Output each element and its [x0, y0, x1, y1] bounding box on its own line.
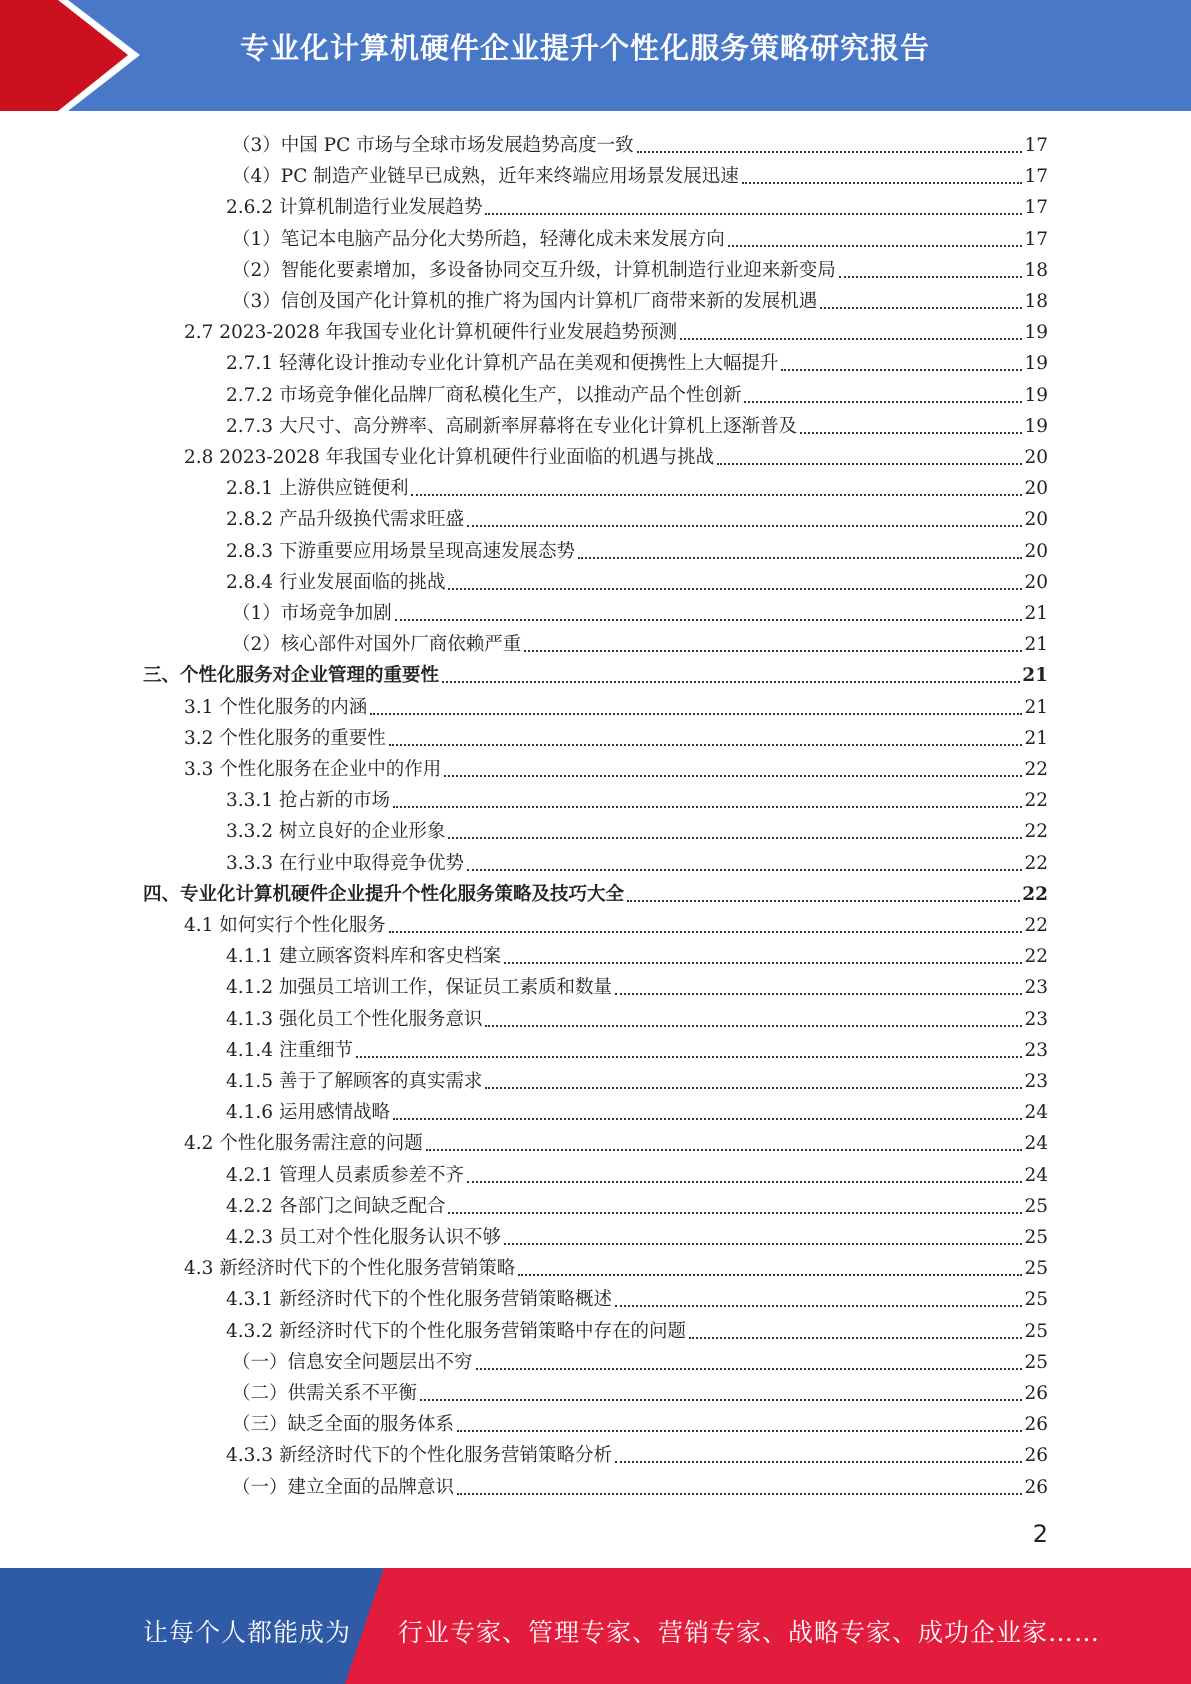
toc-entry-page: 25	[1024, 1320, 1048, 1342]
toc-entry-page: 23	[1024, 977, 1048, 999]
toc-entry-page: 25	[1024, 1258, 1048, 1280]
toc-entry-title: 4.3.1 新经济时代下的个性化服务营销策略概述	[226, 1289, 612, 1311]
toc-entry-title: 2.8.2 产品升级换代需求旺盛	[226, 509, 464, 531]
toc-entry-title: 2.8.1 上游供应链便利	[226, 478, 409, 500]
toc-entry-page: 20	[1024, 571, 1048, 593]
toc-entry[interactable]	[184, 750, 1048, 781]
report-header	[0, 0, 1191, 111]
toc-entry-title: （3）中国 PC 市场与全球市场发展趋势高度一致	[232, 135, 634, 156]
toc-dot-leader	[504, 962, 1022, 964]
toc-dot-leader	[637, 151, 1023, 153]
toc-entry-page: 19	[1024, 384, 1048, 406]
toc-entry-title: 3.3 个性化服务在企业中的作用	[184, 759, 442, 780]
toc-entry-page: 18	[1024, 291, 1048, 312]
toc-dot-leader	[820, 307, 1022, 309]
toc-entry[interactable]	[226, 1187, 1048, 1218]
toc-dot-leader	[420, 1399, 1022, 1401]
toc-entry[interactable]	[232, 1405, 1048, 1436]
toc-dot-leader	[448, 1212, 1022, 1214]
toc-dot-leader	[395, 619, 1023, 621]
report-footer	[0, 1568, 1191, 1684]
toc-entry[interactable]	[226, 344, 1048, 375]
toc-entry-page: 21	[1024, 727, 1048, 749]
toc-entry[interactable]	[226, 1156, 1048, 1187]
toc-entry-title: 2.8 2023-2028 年我国专业化计算机硬件行业面临的机遇与挑战	[184, 447, 715, 468]
toc-entry[interactable]	[226, 968, 1048, 999]
toc-entry-page: 17	[1024, 166, 1048, 188]
toc-entry-page: 25	[1024, 1351, 1048, 1373]
toc-entry[interactable]	[232, 157, 1048, 188]
toc-entry-page: 25	[1024, 1227, 1048, 1248]
toc-entry-title: 4.3 新经济时代下的个性化服务营销策略	[184, 1258, 516, 1280]
toc-entry-title: 4.1.5 善于了解顾客的真实需求	[226, 1071, 483, 1092]
toc-entry-title: 4.1.4 注重细节	[226, 1039, 353, 1061]
toc-entry-page: 21	[1024, 603, 1048, 624]
toc-entry-title: 3.1 个性化服务的内涵	[184, 696, 368, 718]
toc-dot-leader	[448, 588, 1022, 590]
footer-slogan-right: 行业专家、管理专家、营销专家、战略专家、成功企业家……	[398, 1618, 1101, 1647]
toc-entry[interactable]	[226, 532, 1048, 563]
toc-dot-leader	[467, 525, 1022, 527]
toc-entry-title: 2.7.1 轻薄化设计推动专业化计算机产品在美观和便携性上大幅提升	[226, 353, 779, 375]
toc-entry-page: 19	[1024, 322, 1048, 344]
toc-entry-title: 4.2 个性化服务需注意的问题	[184, 1133, 423, 1155]
toc-entry[interactable]	[232, 1343, 1048, 1374]
toc-entry-page: 20	[1024, 540, 1048, 562]
toc-entry-page: 26	[1024, 1383, 1048, 1404]
toc-entry-page: 21	[1022, 665, 1048, 687]
toc-entry-title: 2.8.3 下游重要应用场景呈现高速发展态势	[226, 540, 575, 562]
toc-dot-leader	[442, 681, 1020, 683]
toc-entry-page: 20	[1024, 478, 1048, 500]
toc-entry-page: 22	[1024, 852, 1048, 874]
toc-entry[interactable]	[226, 1000, 1048, 1031]
toc-dot-leader	[485, 1087, 1022, 1089]
toc-entry[interactable]	[226, 563, 1048, 594]
toc-entry-title: （2）核心部件对国外厂商依赖严重	[232, 634, 522, 656]
toc-dot-leader	[717, 463, 1022, 465]
toc-entry-title: 3.2 个性化服务的重要性	[184, 727, 386, 749]
toc-entry-page: 17	[1024, 228, 1048, 250]
toc-entry-title: 3.3.3 在行业中取得竞争优势	[226, 852, 464, 874]
toc-entry[interactable]	[226, 1093, 1048, 1124]
toc-entry-title: 3.3.2 树立良好的企业形象	[226, 821, 446, 843]
toc-entry[interactable]	[226, 1031, 1048, 1062]
toc-entry-page: 18	[1024, 259, 1048, 281]
toc-dot-leader	[457, 1430, 1022, 1432]
toc-entry[interactable]	[226, 376, 1048, 407]
toc-entry[interactable]	[232, 282, 1048, 313]
toc-entry-title: 4.1.1 建立顾客资料库和客史档案	[226, 946, 501, 968]
toc-entry-page: 17	[1024, 197, 1048, 219]
toc-dot-leader	[426, 1149, 1023, 1151]
toc-entry-title: （2）智能化要素增加，多设备协同交互升级，计算机制造行业迎来新变局	[232, 259, 836, 281]
toc-entry[interactable]	[232, 126, 1048, 157]
toc-entry-page: 22	[1022, 883, 1048, 905]
toc-entry-page: 19	[1024, 415, 1048, 437]
toc-entry-page: 26	[1024, 1445, 1048, 1467]
toc-entry-page: 24	[1024, 1133, 1048, 1155]
toc-entry[interactable]	[232, 625, 1048, 656]
toc-entry-page: 24	[1024, 1102, 1048, 1124]
toc-entry-title: 4.3.3 新经济时代下的个性化服务营销策略分析	[226, 1445, 612, 1467]
toc-entry[interactable]	[184, 1124, 1048, 1155]
toc-entry-page: 20	[1024, 509, 1048, 531]
toc-entry-page: 24	[1024, 1164, 1048, 1186]
toc-entry-title: 2.7 2023-2028 年我国专业化计算机硬件行业发展趋势预测	[184, 322, 678, 344]
toc-dot-leader	[680, 338, 1022, 340]
toc-dot-leader	[389, 931, 1023, 933]
toc-entry-page: 26	[1024, 1476, 1048, 1498]
toc-entry-title: 2.8.4 行业发展面临的挑战	[226, 571, 446, 593]
toc-dot-leader	[800, 432, 1022, 434]
toc-entry-title: 三、个性化服务对企业管理的重要性	[143, 665, 440, 687]
toc-entry-title: 2.6.2 计算机制造行业发展趋势	[226, 197, 483, 219]
toc-entry-title: 4.3.2 新经济时代下的个性化服务营销策略中存在的问题	[226, 1320, 686, 1342]
toc-dot-leader	[615, 1461, 1022, 1463]
toc-dot-leader	[389, 744, 1023, 746]
toc-entry[interactable]	[226, 781, 1048, 812]
toc-entry-page: 22	[1024, 915, 1048, 936]
toc-entry-title: 4.2.3 员工对个性化服务认识不够	[226, 1227, 501, 1248]
toc-entry[interactable]	[232, 594, 1048, 625]
toc-dot-leader	[448, 837, 1022, 839]
toc-dot-leader	[781, 369, 1022, 371]
toc-dot-leader	[518, 1274, 1022, 1276]
toc-dot-leader	[370, 713, 1022, 715]
toc-dot-leader	[393, 806, 1022, 808]
toc-entry-page: 21	[1024, 634, 1048, 656]
toc-dot-leader	[524, 650, 1022, 652]
toc-entry[interactable]	[226, 1312, 1048, 1343]
toc-entry[interactable]	[226, 1218, 1048, 1249]
footer-slogan-left: 让每个人都能成为	[143, 1618, 352, 1647]
toc-entry-page: 23	[1024, 1039, 1048, 1061]
toc-entry-title: 四、专业化计算机硬件企业提升个性化服务策略及技巧大全	[143, 883, 625, 905]
toc-entry-page: 22	[1024, 946, 1048, 968]
toc-entry-page: 25	[1024, 1195, 1048, 1217]
toc-entry[interactable]	[232, 1374, 1048, 1405]
toc-entry[interactable]	[184, 719, 1048, 750]
toc-entry[interactable]	[232, 251, 1048, 282]
toc-entry-title: 4.2.1 管理人员素质参差不齐	[226, 1164, 464, 1186]
toc-dot-leader	[689, 1337, 1022, 1339]
toc-entry-page: 22	[1024, 790, 1048, 812]
toc-entry-title: 4.2.2 各部门之间缺乏配合	[226, 1195, 446, 1217]
toc-entry[interactable]	[232, 1468, 1048, 1499]
toc-dot-leader	[476, 1368, 1023, 1370]
toc-entry-title: 4.1.2 加强员工培训工作，保证员工素质和数量	[226, 977, 612, 999]
toc-entry[interactable]	[226, 1062, 1048, 1093]
toc-entry[interactable]	[143, 656, 1048, 687]
toc-entry[interactable]	[226, 500, 1048, 531]
report-title: 专业化计算机硬件企业提升个性化服务策略研究报告	[240, 31, 931, 65]
toc-entry-title: （三）缺乏全面的服务体系	[232, 1414, 455, 1436]
toc-entry-title: 3.3.1 抢占新的市场	[226, 790, 390, 812]
toc-dot-leader	[744, 401, 1022, 403]
toc-dot-leader	[839, 276, 1023, 278]
toc-entry-title: 4.1.3 强化员工个性化服务意识	[226, 1008, 483, 1030]
toc-entry[interactable]	[226, 1436, 1048, 1467]
toc-entry-page: 22	[1024, 821, 1048, 843]
toc-entry-page: 21	[1024, 696, 1048, 718]
toc-entry[interactable]	[232, 220, 1048, 251]
toc-entry-title: （二）供需关系不平衡	[232, 1383, 418, 1404]
toc-dot-leader	[356, 1056, 1023, 1058]
toc-dot-leader	[615, 993, 1022, 995]
toc-entry[interactable]	[226, 844, 1048, 875]
toc-entry-title: （一）建立全面的品牌意识	[232, 1476, 455, 1498]
toc-entry-title: 2.7.3 大尺寸、高分辨率、高刷新率屏幕将在专业化计算机上逐渐普及	[226, 415, 797, 437]
toc-entry[interactable]	[226, 469, 1048, 500]
toc-entry[interactable]	[143, 875, 1048, 906]
toc-dot-leader	[742, 182, 1023, 184]
toc-entry[interactable]	[226, 812, 1048, 843]
toc-dot-leader	[467, 869, 1022, 871]
page-number: 2	[1032, 1520, 1048, 1548]
toc-entry-title: （4）PC 制造产业链早已成熟，近年来终端应用场景发展迅速	[232, 166, 739, 188]
toc-dot-leader	[615, 1305, 1022, 1307]
toc-entry[interactable]	[184, 906, 1048, 937]
toc-entry-title: （1）市场竞争加剧	[232, 603, 392, 624]
toc-entry-title: 4.1.6 运用感情战略	[226, 1102, 390, 1124]
toc-entry[interactable]	[184, 1249, 1048, 1280]
toc-entry-page: 22	[1024, 759, 1048, 780]
toc-entry-title: （一）信息安全问题层出不穷	[232, 1351, 473, 1373]
toc-dot-leader	[627, 900, 1020, 902]
toc-entry-page: 20	[1024, 447, 1048, 468]
toc-entry-page: 19	[1024, 353, 1048, 375]
toc-dot-leader	[457, 1493, 1022, 1495]
toc-dot-leader	[485, 213, 1022, 215]
toc-entry[interactable]	[184, 313, 1048, 344]
toc-dot-leader	[578, 557, 1022, 559]
toc-dot-leader	[467, 1181, 1022, 1183]
toc-entry-page: 23	[1024, 1071, 1048, 1092]
toc-entry-page: 17	[1024, 135, 1048, 156]
toc-entry-page: 25	[1024, 1289, 1048, 1311]
toc-dot-leader	[728, 245, 1023, 247]
toc-entry[interactable]	[226, 188, 1048, 219]
toc-entry-title: （3）信创及国产化计算机的推广将为国内计算机厂商带来新的发展机遇	[232, 291, 818, 312]
toc-dot-leader	[411, 494, 1022, 496]
toc-entry-title: 4.1 如何实行个性化服务	[184, 915, 386, 936]
toc-dot-leader	[485, 1025, 1022, 1027]
toc-entry[interactable]	[226, 1280, 1048, 1311]
toc-entry-title: （1）笔记本电脑产品分化大势所趋，轻薄化成未来发展方向	[232, 228, 725, 250]
toc-dot-leader	[393, 1118, 1022, 1120]
toc-entry[interactable]	[184, 688, 1048, 719]
toc-entry[interactable]	[226, 407, 1048, 438]
toc-dot-leader	[504, 1243, 1022, 1245]
toc-entry-title: 2.7.2 市场竞争催化品牌厂商私模化生产，以推动产品个性创新	[226, 384, 742, 406]
toc-entry[interactable]	[226, 937, 1048, 968]
toc-entry[interactable]	[184, 438, 1048, 469]
toc-entry-page: 23	[1024, 1008, 1048, 1030]
toc-entry-page: 26	[1024, 1414, 1048, 1436]
toc-dot-leader	[444, 775, 1022, 777]
